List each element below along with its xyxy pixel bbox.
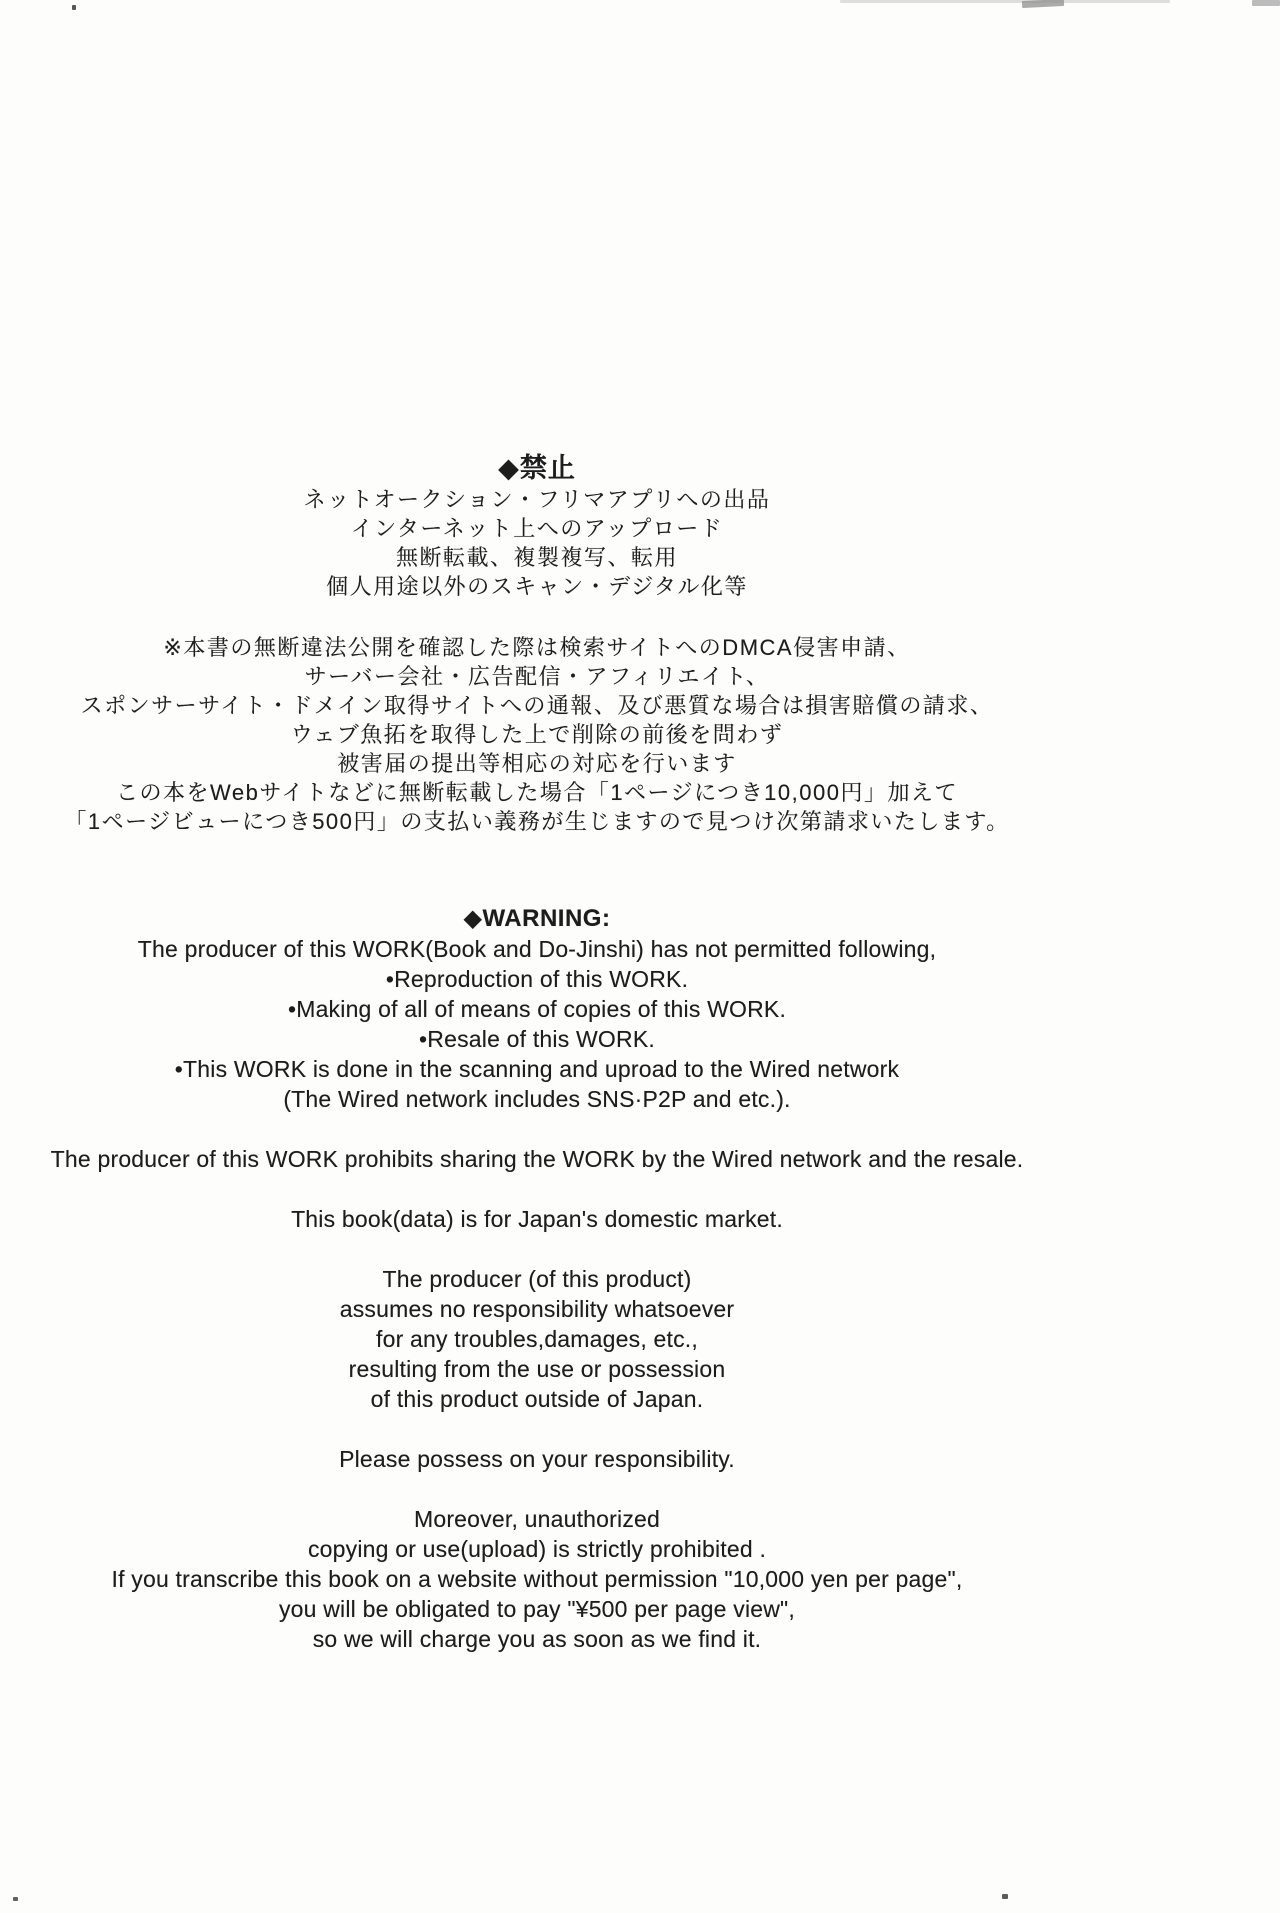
prohibited-item-reproduction: 無断転載、複製複写、転用 bbox=[395, 545, 678, 570]
enforcement-line: サーバー会社・広告配信・アフィリエイト、 bbox=[304, 664, 770, 689]
enforcement-line: ウェブ魚拓を取得した上で削除の前後を問わず bbox=[290, 722, 784, 747]
charge-line: you will be obligated to pay "¥500 per page view", bbox=[278, 1596, 796, 1622]
prohibited-item-auction: ネットオークション・フリマアプリへの出品 bbox=[303, 487, 771, 512]
responsibility-line: The producer (of this product) bbox=[382, 1266, 692, 1292]
charge-line: Moreover, unauthorized bbox=[413, 1506, 661, 1532]
warning-item-copies: •Making of all of means of copies of this WORK. bbox=[287, 996, 787, 1022]
enforcement-line: この本をWebサイトなどに無断転載した場合「1ページにつき10,000円」加えて bbox=[116, 780, 958, 805]
prohibited-item-upload: インターネット上へのアップロード bbox=[350, 516, 724, 541]
responsibility-line: of this product outside of Japan. bbox=[370, 1386, 704, 1412]
charge-line: so we will charge you as soon as we find it. bbox=[312, 1626, 762, 1652]
responsibility-paragraph bbox=[0, 1264, 1074, 1414]
responsibility-line: assumes no responsibility whatsoever bbox=[339, 1296, 735, 1322]
scan-artifact bbox=[840, 0, 1170, 3]
prohibition-heading: ◆禁止 bbox=[498, 453, 576, 483]
warning-item-resale: •Resale of this WORK. bbox=[419, 1026, 655, 1052]
enforcement-line: ※本書の無断違法公開を確認した際は検索サイトへのDMCA侵害申請、 bbox=[163, 635, 911, 660]
warning-item-network-note: (The Wired network includes SNS·P2P and etc.). bbox=[283, 1086, 791, 1112]
enforcement-line: 被害届の提出等相応の対応を行います bbox=[337, 751, 737, 776]
scan-artifact bbox=[72, 5, 76, 10]
charge-line: copying or use(upload) is strictly prohibited . bbox=[307, 1536, 767, 1562]
enforcement-paragraph bbox=[0, 633, 1074, 836]
warning-item-reproduction: •Reproduction of this WORK. bbox=[385, 966, 689, 992]
scan-artifact bbox=[13, 1897, 18, 1901]
domestic-market-line: This book(data) is for Japan's domestic market. bbox=[291, 1206, 783, 1232]
responsibility-line: resulting from the use or possession bbox=[348, 1356, 726, 1382]
prohibition-section-ja bbox=[0, 451, 1074, 836]
scan-artifact bbox=[1002, 1894, 1008, 1899]
possess-responsibility-line: Please possess on your responsibility. bbox=[339, 1446, 735, 1472]
warning-heading: ◆WARNING: bbox=[463, 905, 611, 932]
warning-section-en bbox=[0, 904, 1074, 1654]
scan-artifact bbox=[1252, 0, 1280, 6]
responsibility-line: for any troubles,damages, etc., bbox=[376, 1326, 698, 1352]
charge-line: If you transcribe this book on a website without permission "10,000 yen per page", bbox=[111, 1566, 963, 1592]
charge-paragraph bbox=[0, 1504, 1074, 1654]
prohibit-sharing-line: The producer of this WORK prohibits sharing the WORK by the Wired network and the resale. bbox=[50, 1146, 1024, 1172]
enforcement-line: スポンサーサイト・ドメイン取得サイトへの通報、及び悪質な場合は損害賠償の請求、 bbox=[80, 693, 994, 718]
prohibited-item-scan: 個人用途以外のスキャン・デジタル化等 bbox=[326, 574, 748, 599]
warning-item-upload: •This WORK is done in the scanning and uproad to the Wired network bbox=[174, 1056, 900, 1082]
warning-intro: The producer of this WORK(Book and Do-Jinshi) has not permitted following, bbox=[137, 936, 937, 962]
enforcement-line: 「1ページビューにつき500円」の支払い義務が生じますので見つけ次第請求いたします。 bbox=[64, 809, 1010, 834]
